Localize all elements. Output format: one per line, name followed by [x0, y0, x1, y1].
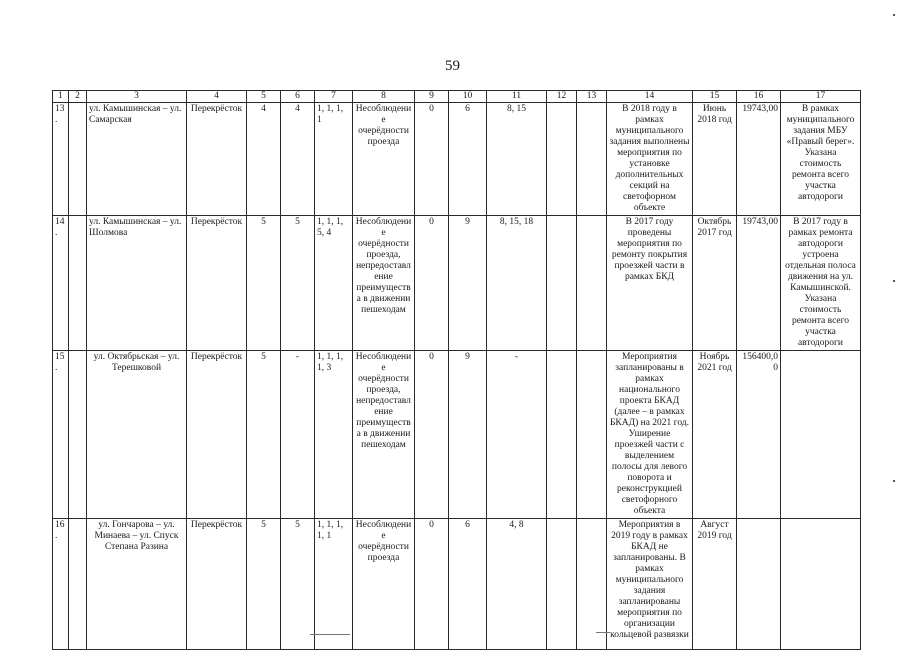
cell: 1, 1, 1, 1, 1 — [315, 519, 353, 650]
scan-artifact — [893, 14, 895, 16]
cell: 4 — [247, 103, 281, 216]
cell: 0 — [415, 351, 449, 519]
cell-intersection: ул. Камышинская – ул. Шолмова — [87, 216, 187, 351]
cell: 1, 1, 1, 5, 4 — [315, 216, 353, 351]
cell-cost: 19743,00 — [737, 216, 781, 351]
column-header: 13 — [577, 91, 607, 103]
column-header: 3 — [87, 91, 187, 103]
cell-note: В 2017 году в рамках ремонта автодороги устроена отдельная полоса движения на ул. Камышинской. Указана стоимость ремонта всего участка автодороги — [781, 216, 861, 351]
cell — [577, 216, 607, 351]
cell: 4 — [281, 103, 315, 216]
column-header: 1 — [53, 91, 69, 103]
cell: 6 — [449, 103, 487, 216]
cell-intersection: ул. Октябрьская – ул. Терешковой — [87, 351, 187, 519]
cell-date: Ноябрь 2021 год — [693, 351, 737, 519]
cell — [69, 519, 87, 650]
cell: 9 — [449, 216, 487, 351]
cell — [69, 216, 87, 351]
column-header: 7 — [315, 91, 353, 103]
column-header: 11 — [487, 91, 547, 103]
cell — [577, 103, 607, 216]
page-number: 59 — [445, 58, 460, 74]
row-index: 15. — [53, 351, 69, 519]
column-header: 4 — [187, 91, 247, 103]
cell: 5 — [281, 216, 315, 351]
cell-date: Октябрь 2017 год — [693, 216, 737, 351]
cell — [577, 519, 607, 650]
column-header: 15 — [693, 91, 737, 103]
cell-measures: В 2018 году в рамках муниципального задания выполнены мероприятия по установке дополнительных секций на светофорном объекте — [607, 103, 693, 216]
cell: 4, 8 — [487, 519, 547, 650]
cell-intersection: ул. Гончарова – ул. Минаева – ул. Спуск Степана Разина — [87, 519, 187, 650]
cell-type: Перекрёсток — [187, 216, 247, 351]
row-index: 14. — [53, 216, 69, 351]
cell — [69, 351, 87, 519]
scan-artifact — [596, 632, 610, 633]
column-header: 6 — [281, 91, 315, 103]
cell: 0 — [415, 519, 449, 650]
row-index: 13. — [53, 103, 69, 216]
scan-artifact — [893, 280, 895, 282]
cell: 0 — [415, 216, 449, 351]
column-header: 16 — [737, 91, 781, 103]
cell — [547, 103, 577, 216]
header-row — [53, 91, 861, 103]
cell: 8, 15 — [487, 103, 547, 216]
cell-violation: Несоблюдение очерёдности проезда — [353, 519, 415, 650]
table-row — [53, 519, 861, 650]
cell: 9 — [449, 351, 487, 519]
table-row — [53, 351, 861, 519]
cell: 1, 1, 1, 1, 3 — [315, 351, 353, 519]
column-header: 17 — [781, 91, 861, 103]
cell-type: Перекрёсток — [187, 351, 247, 519]
cell: 5 — [247, 216, 281, 351]
cell-note: В рамках муниципального задания МБУ «Правый берег». Указана стоимость ремонта всего участка автодороги — [781, 103, 861, 216]
cell-date: Август 2019 год — [693, 519, 737, 650]
column-header: 5 — [247, 91, 281, 103]
scan-artifact — [310, 634, 350, 635]
cell-type: Перекрёсток — [187, 519, 247, 650]
cell-note — [781, 519, 861, 650]
cell-note — [781, 351, 861, 519]
cell-type: Перекрёсток — [187, 103, 247, 216]
cell-measures: Мероприятия запланированы в рамках национального проекта БКАД (далее – в рамках БКАД) на 2021 год. Уширение проезжей части с выделением полосы для левого поворота и реконструкцией светофорного объекта — [607, 351, 693, 519]
scan-artifact — [893, 480, 895, 482]
cell-cost — [737, 519, 781, 650]
cell-cost: 19743,00 — [737, 103, 781, 216]
cell-violation: Несоблюдение очерёдности проезда, непредоставление преимущества в движении пешеходам — [353, 351, 415, 519]
cell — [547, 216, 577, 351]
cell: 1, 1, 1, 1 — [315, 103, 353, 216]
cell — [547, 351, 577, 519]
cell: 5 — [247, 351, 281, 519]
cell: 5 — [281, 519, 315, 650]
data-table — [52, 90, 861, 650]
cell-measures: Мероприятия в 2019 году в рамках БКАД не запланированы. В рамках муниципального задания запланированы мероприятия по организации кольцевой развязки — [607, 519, 693, 650]
column-header: 14 — [607, 91, 693, 103]
table-row — [53, 216, 861, 351]
cell: 0 — [415, 103, 449, 216]
column-header: 2 — [69, 91, 87, 103]
cell — [69, 103, 87, 216]
cell: 8, 15, 18 — [487, 216, 547, 351]
cell: 6 — [449, 519, 487, 650]
cell: - — [487, 351, 547, 519]
cell-violation: Несоблюдение очерёдности проезда — [353, 103, 415, 216]
column-header: 9 — [415, 91, 449, 103]
cell: - — [281, 351, 315, 519]
cell-violation: Несоблюдение очерёдности проезда, непредоставление преимущества в движении пешеходам — [353, 216, 415, 351]
cell-cost: 156400,00 — [737, 351, 781, 519]
cell-intersection: ул. Камышинская – ул. Самарская — [87, 103, 187, 216]
table-row — [53, 103, 861, 216]
row-index: 16. — [53, 519, 69, 650]
column-header: 8 — [353, 91, 415, 103]
column-header: 12 — [547, 91, 577, 103]
cell: 5 — [247, 519, 281, 650]
column-header: 10 — [449, 91, 487, 103]
cell-date: Июнь 2018 год — [693, 103, 737, 216]
cell — [547, 519, 577, 650]
cell-measures: В 2017 году проведены мероприятия по ремонту покрытия проезжей части в рамках БКД — [607, 216, 693, 351]
cell — [577, 351, 607, 519]
